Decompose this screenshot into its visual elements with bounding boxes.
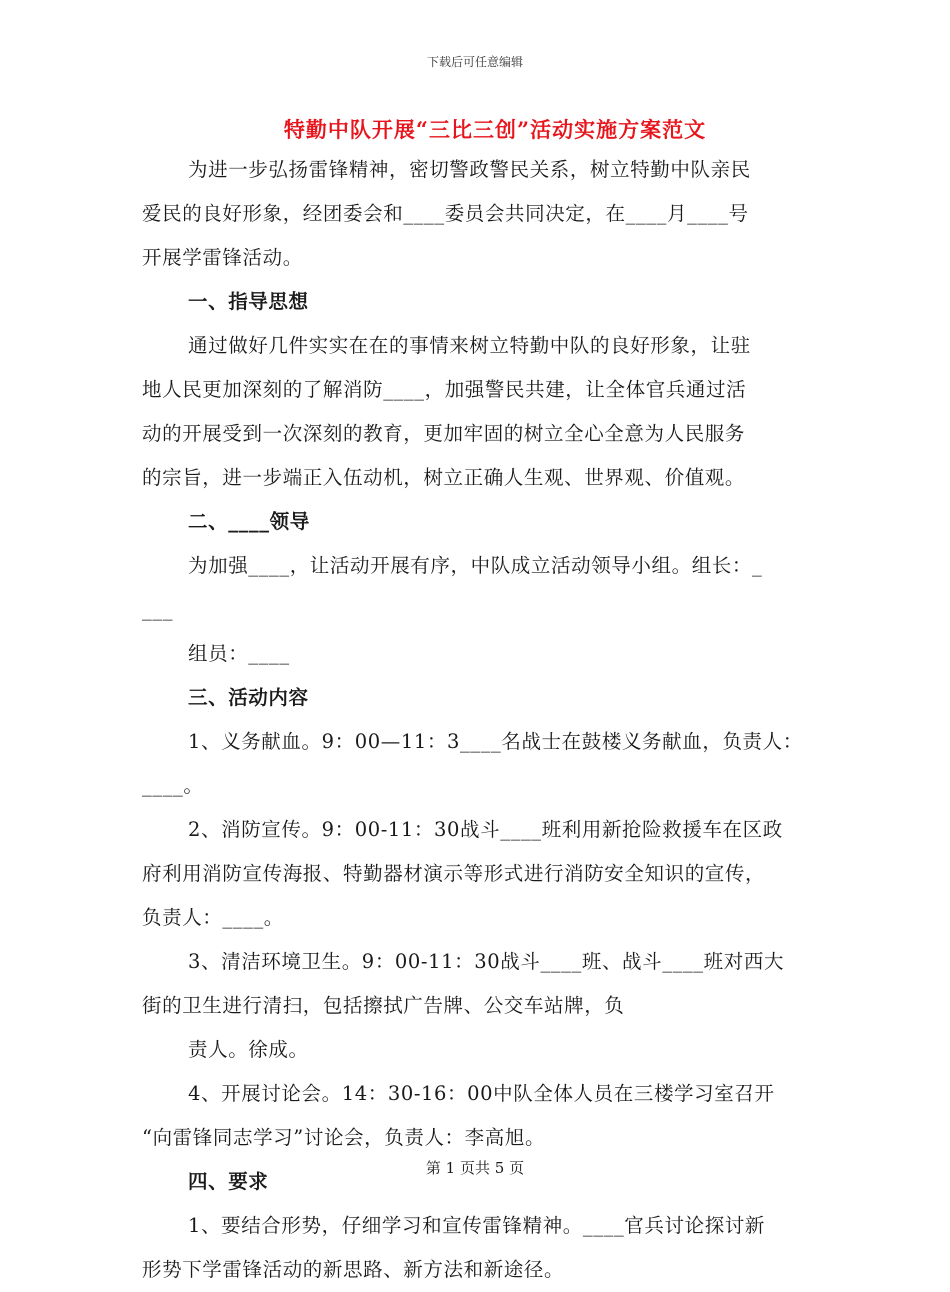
- list-item-line: 街的卫生进行清扫，包括擦拭广告牌、公交车站牌，负: [142, 994, 625, 1017]
- paragraph-line: 组员：____: [188, 642, 290, 665]
- section-heading: 一、指导思想: [188, 290, 309, 313]
- list-item-line: 1、要结合形势，仔细学习和宣传雷锋精神。____官兵讨论探讨新: [188, 1214, 766, 1237]
- page-footer: 第 1 页共 5 页: [425, 1159, 525, 1177]
- paragraph-line: 动的开展受到一次深刻的教育，更加牢固的树立全心全意为人民服务: [142, 422, 746, 445]
- list-item-line: 1、义务献血。9：00—11：3____名战士在鼓楼义务献血，负责人：: [188, 730, 803, 753]
- paragraph-line: ___: [142, 598, 174, 621]
- list-item-line: “向雷锋同志学习”讨论会，负责人：李高旭。: [142, 1126, 546, 1149]
- paragraph-line: 爱民的良好形象，经团委会和____委员会共同决定，在____月____号: [142, 202, 749, 225]
- list-item-line: 4、开展讨论会。14：30-16：00中队全体人员在三楼学习室召开: [188, 1082, 775, 1105]
- document-title: 特勤中队开展“三比三创”活动实施方案范文: [283, 117, 707, 142]
- section-heading: 三、活动内容: [188, 686, 309, 709]
- paragraph-line: 为进一步弘扬雷锋精神，密切警政警民关系，树立特勤中队亲民: [188, 158, 751, 181]
- header-note: 下载后可任意编辑: [426, 55, 523, 69]
- list-item-line: 2、消防宣传。9：00-11：30战斗____班利用新抢险救援车在区政: [188, 818, 783, 841]
- paragraph-line: 地人民更加深刻的了解消防____，加强警民共建，让全体官兵通过活: [142, 378, 747, 401]
- list-item-line: 责人。徐成。: [188, 1038, 309, 1061]
- section-heading: 二、____领导: [188, 510, 310, 533]
- list-item-line: 府利用消防宣传海报、特勤器材演示等形式进行消防安全知识的宣传，: [142, 862, 766, 885]
- list-item-line: 形势下学雷锋活动的新思路、新方法和新途径。: [142, 1258, 565, 1281]
- list-item-line: 负责人：____。: [142, 906, 284, 929]
- paragraph-line: 的宗旨，进一步端正入伍动机，树立正确人生观、世界观、价值观。: [142, 466, 746, 489]
- document-body: [142, 148, 814, 1292]
- section-heading: 四、要求: [188, 1170, 269, 1193]
- list-item-line: ____。: [142, 774, 204, 797]
- paragraph-line: 通过做好几件实实在在的事情来树立特勤中队的良好形象，让驻: [188, 334, 751, 357]
- list-item-line: 3、清洁环境卫生。9：00-11：30战斗____班、战斗____班对西大: [188, 950, 785, 973]
- paragraph-line: 为加强____，让活动开展有序，中队成立活动领导小组。组长：_: [188, 554, 763, 577]
- paragraph-line: 开展学雷锋活动。: [142, 246, 303, 269]
